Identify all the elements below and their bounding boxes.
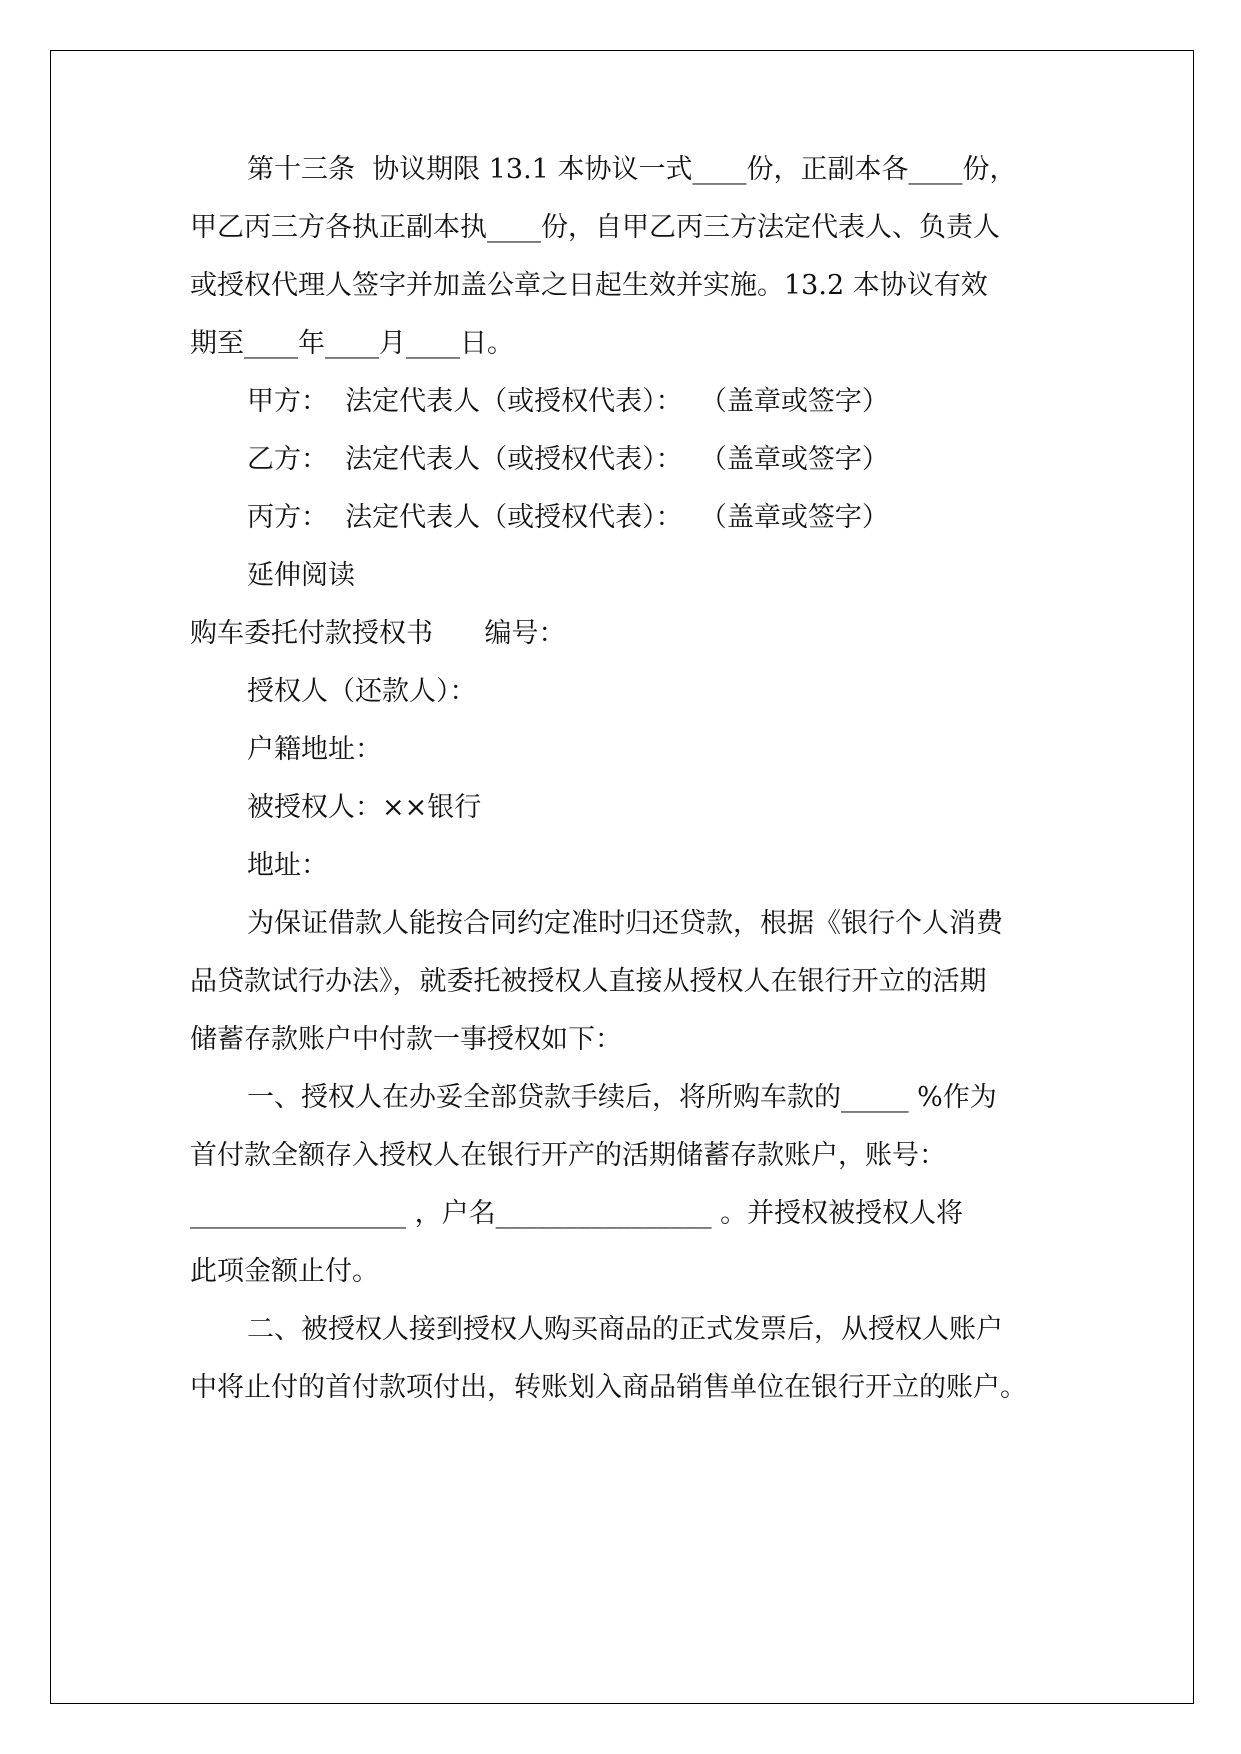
paragraph-line: 或授权代理人签字并加盖公章之日起生效并实施。13.2 本协议有效: [190, 270, 988, 301]
paragraph-line: 甲乙丙三方各执正副本执____份，自甲乙丙三方法定代表人、负责人: [190, 212, 1000, 243]
field-line: 被授权人：××银行: [247, 792, 482, 823]
paragraph-line: 第十三条 协议期限 13.1 本协议一式____份，正副本各____份，: [247, 154, 1017, 185]
section-heading: 延伸阅读: [247, 560, 355, 591]
paragraph-line: 二、被授权人接到授权人购买商品的正式发票后，从授权人账户: [247, 1314, 1003, 1345]
paragraph-line: 期至____年____月____日。: [190, 328, 514, 359]
paragraph-line: 一、授权人在办妥全部贷款手续后，将所购车款的_____ %作为: [247, 1082, 997, 1113]
signature-line-party-b: 乙方： 法定代表人（或授权代表）： （盖章或签字）: [247, 444, 889, 475]
signature-line-party-a: 甲方： 法定代表人（或授权代表）： （盖章或签字）: [247, 386, 889, 417]
paragraph-line: 首付款全额存入授权人在银行开产的活期储蓄存款账户，账号：: [190, 1140, 946, 1171]
paragraph-line: ________________ ，户名________________ 。并授权被授权人将: [190, 1198, 964, 1229]
paragraph-line: 此项金额止付。: [190, 1256, 379, 1287]
paragraph-line: 品贷款试行办法》，就委托被授权人直接从授权人在银行开立的活期: [190, 966, 987, 997]
paragraph-line: 储蓄存款账户中付款一事授权如下：: [190, 1024, 622, 1055]
field-line: 授权人（还款人）：: [247, 676, 477, 707]
field-line: 户籍地址：: [247, 734, 382, 765]
paragraph-line: 中将止付的首付款项付出，转账划入商品销售单位在银行开立的账户。: [190, 1372, 1027, 1403]
paragraph-line: 为保证借款人能按合同约定准时归还贷款，根据《银行个人消费: [247, 908, 1003, 939]
signature-line-party-c: 丙方： 法定代表人（或授权代表）： （盖章或签字）: [247, 502, 889, 533]
field-line: 地址：: [247, 850, 328, 881]
document-title: 购车委托付款授权书 编号：: [190, 618, 566, 649]
